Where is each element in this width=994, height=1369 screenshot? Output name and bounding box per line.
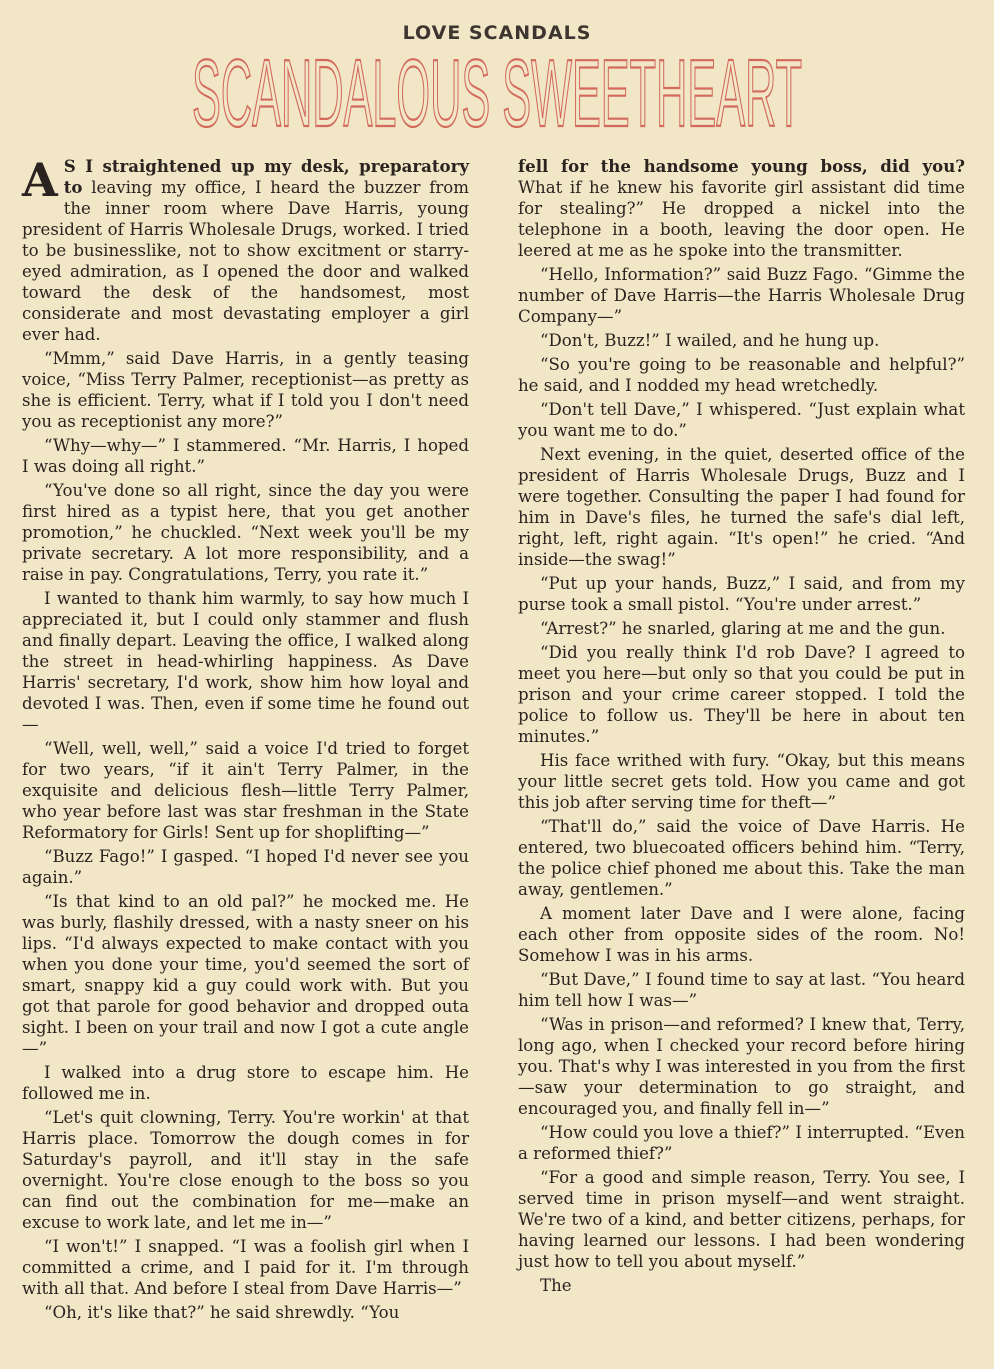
story-column-left <box>22 153 469 1326</box>
paragraph: “You've done so all right, since the day you were first hired as a typist here, that you get another promotion,” he chuckled. “Next week you'll be my private secretary. A lot more responsibility, and a raise in pay. Congratulations, Terry, you rate it.” <box>22 481 469 584</box>
paragraph: “So you're going to be reasonable and helpful?” he said, and I nodded my head wretchedly. <box>518 355 965 395</box>
paragraph: His face writhed with fury. “Okay, but this means your little secret gets told. How you came and got this job after serving time for theft—” <box>518 751 965 812</box>
paragraph: “For a good and simple reason, Terry. You see, I served time in prison myself—and went straight. We're two of a kind, and better citizens, perhaps, for having learned our lessons. I had been wondering just how to tell you about myself.” <box>518 1168 965 1271</box>
series-title: LOVE SCANDALS <box>402 22 592 44</box>
story-column-right <box>518 156 965 1299</box>
paragraph: “Well, well, well,” said a voice I'd tried to forget for two years, “if it ain't Terry Palmer, in the exquisite and delicious flesh—little Terry Palmer, who year before last was star freshman in the State Reformatory for Girls! Sent up for shoplifting—” <box>22 739 469 842</box>
paragraph: “Oh, it's like that?” he said shrewdly. “You <box>44 1303 400 1322</box>
paragraph: “Buzz Fago!” I gasped. “I hoped I'd never see you again.” <box>22 847 469 887</box>
title-text: SCANDALOUS SWEETHEART <box>192 40 802 142</box>
paragraph: Next evening, in the quiet, deserted office of the president of Harris Wholesale Drugs, Buzz and I were together. Consulting the paper I had found for him in Dave's files, he turned the safe's dial left, right, left, right again. “It's open!” he cried. “And inside—the swag!” <box>518 445 965 569</box>
title-outline-lettering <box>177 30 817 142</box>
paragraph: “Hello, Information?” said Buzz Fago. “Gimme the number of Dave Harris—the Harris Wholesale Drug Company—” <box>518 265 965 326</box>
paragraph: A moment later Dave and I were alone, facing each other from opposite sides of the room. No! Somehow I was in his arms. <box>518 904 965 965</box>
paragraph: “Don't tell Dave,” I whispered. “Just explain what you want me to do.” <box>518 400 965 440</box>
drop-cap: A <box>22 153 58 207</box>
paragraph: “Mmm,” said Dave Harris, in a gently teasing voice, “Miss Terry Palmer, receptionist—as pretty as she is efficient. Terry, what if I told you I don't need you as receptionist any more?” <box>22 349 469 431</box>
paragraph: “Did you really think I'd rob Dave? I agreed to meet you here—but only so that you could be put in prison and your crime career stopped. I told the police to follow us. They'll be here in about ten minutes.” <box>518 643 965 746</box>
paragraph: “I won't!” I snapped. “I was a foolish girl when I committed a crime, and I paid for it. I'm through with all that. And before I steal from Dave Harris—” <box>22 1237 469 1298</box>
paragraph: “How could you love a thief?” I interrupted. “Even a reformed thief?” <box>518 1123 965 1163</box>
paragraph: The <box>540 1276 572 1295</box>
paragraph <box>518 156 965 261</box>
paragraph <box>22 153 469 345</box>
paragraph: I walked into a drug store to escape him. He followed me in. <box>22 1063 469 1103</box>
continued-text: fell for the handsome young boss, did you? <box>518 156 965 176</box>
paragraph: “Is that kind to an old pal?” he mocked me. He was burly, flashily dressed, with a nasty sneer on his lips. “I'd always expected to make contact with you when you done your time, you'd seemed the sort of smart, snappy kid a guy could work with. But you got that parole for good behavior and dropped outa sight. I been on your trail and now I got a cute angle—” <box>22 892 469 1058</box>
paragraph: “That'll do,” said the voice of Dave Harris. He entered, two bluecoated officers behind him. “Terry, the police chief phoned me about this. Take the man away, gentlemen.” <box>518 817 965 899</box>
paragraph: “Put up your hands, Buzz,” I said, and from my purse took a small pistol. “You're under arrest.” <box>518 574 965 614</box>
paragraph: I wanted to thank him warmly, to say how much I appreciated it, but I could only stammer and flush and finally depart. Leaving the office, I walked along the street in head-whirling happiness. As Dave Harris' secretary, I'd work, show him how loyal and devoted I was. Then, even if some time he found out— <box>22 589 469 734</box>
story-title <box>0 30 994 142</box>
paragraph-text: What if he knew his favorite girl assistant did time for stealing?” He dropped a nickel into the telephone in a booth, leaving the door open. He leered at me as he spoke into the transmitter. <box>518 178 965 260</box>
paragraph: “Was in prison—and reformed? I knew that, Terry, long ago, when I checked your record before hiring you. That's why I was interested in you from the first—saw your determination to go straight, and encouraged you, and finally fell in—” <box>518 1015 965 1118</box>
paragraph: “Don't, Buzz!” I wailed, and he hung up. <box>540 331 880 350</box>
lead-in: S I straightened up my desk, preparatory to <box>63 156 469 197</box>
paragraph: “Let's quit clowning, Terry. You're workin' at that Harris place. Tomorrow the dough comes in for Saturday's payroll, and it'll stay in the safe overnight. You're close enough to the boss so you can find out the combination for me—make an excuse to work late, and let me in—” <box>22 1108 469 1232</box>
paragraph-text: leaving my office, I heard the buzzer from the inner room where Dave Harris, young president of Harris Wholesale Drugs, worked. I tried to be businesslike, not to show excitment or starry-eyed admiration, as I opened the door and walked toward the desk of the handsomest, most considerate and most devastating employer a girl ever had. <box>22 178 469 344</box>
paragraph: “Arrest?” he snarled, glaring at me and the gun. <box>540 619 946 638</box>
paragraph: “But Dave,” I found time to say at last. “You heard him tell how I was—” <box>518 970 965 1010</box>
paragraph: “Why—why—” I stammered. “Mr. Harris, I hoped I was doing all right.” <box>22 436 469 476</box>
